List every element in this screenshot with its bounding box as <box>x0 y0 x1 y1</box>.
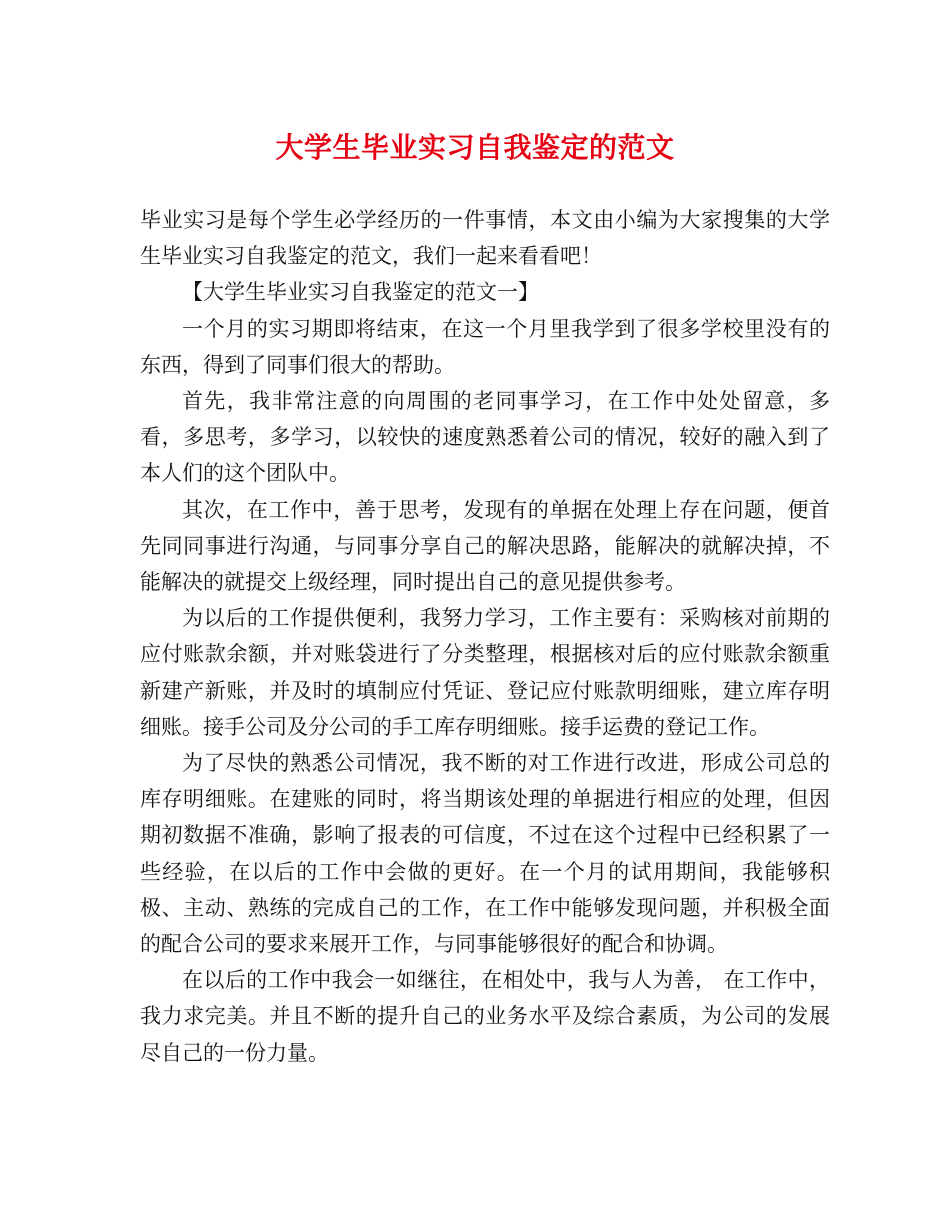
document-title: 大学生毕业实习自我鉴定的范文 <box>275 131 675 164</box>
body-paragraph: 一个月的实习期即将结束，在这一个月里我学到了很多学校里没有的东西，得到了同事们很大的帮助。 <box>140 316 830 377</box>
document-body <box>140 202 830 1071</box>
body-paragraph: 其次，在工作中，善于思考，发现有的单据在处理上存在问题，便首先同同事进行沟通，与同事分享自己的解决思路，能解决的就解决掉，不能解决的就提交上级经理，同时提出自己的意见提供参考。 <box>140 497 830 595</box>
body-paragraph: 为了尽快的熟悉公司情况，我不断的对工作进行改进，形成公司总的库存明细账。在建账的同时，将当期该处理的单据进行相应的处理，但因期初数据不准确，影响了报表的可信度，不过在这个过程中已经积累了一些经验，在以后的工作中会做的更好。在一个月的试用期间，我能够积极、主动、熟练的完成自己的工作，在工作中能够发现问题，并积极全面的配合公司的要求来展开工作，与同事能够很好的配合和协调。 <box>140 751 830 957</box>
body-paragraph: 首先，我非常注意的向周围的老同事学习，在工作中处处留意，多看，多思考，多学习，以较快的速度熟悉着公司的情况，较好的融入到了本人们的这个团队中。 <box>140 389 830 486</box>
intro-paragraph: 毕业实习是每个学生必学经历的一件事情，本文由小编为大家搜集的大学生毕业实习自我鉴定的范文，我们一起来看看吧！ <box>140 208 830 269</box>
section-heading: 【大学生毕业实习自我鉴定的范文一】 <box>182 280 539 305</box>
body-paragraph: 在以后的工作中我会一如继往，在相处中，我与人为善， 在工作中，我力求完美。并且不断的提升自己的业务水平及综合素质，为公司的发展尽自己的一份力量。 <box>140 968 830 1065</box>
body-paragraph: 为以后的工作提供便利，我努力学习，工作主要有：采购核对前期的应付账款余额，并对账袋进行了分类整理，根据核对后的应付账款余额重新建产新账，并及时的填制应付凭证、登记应付账款明细账，建立库存明细账。接手公司及分公司的手工库存明细账。接手运费的登记工作。 <box>140 606 830 739</box>
